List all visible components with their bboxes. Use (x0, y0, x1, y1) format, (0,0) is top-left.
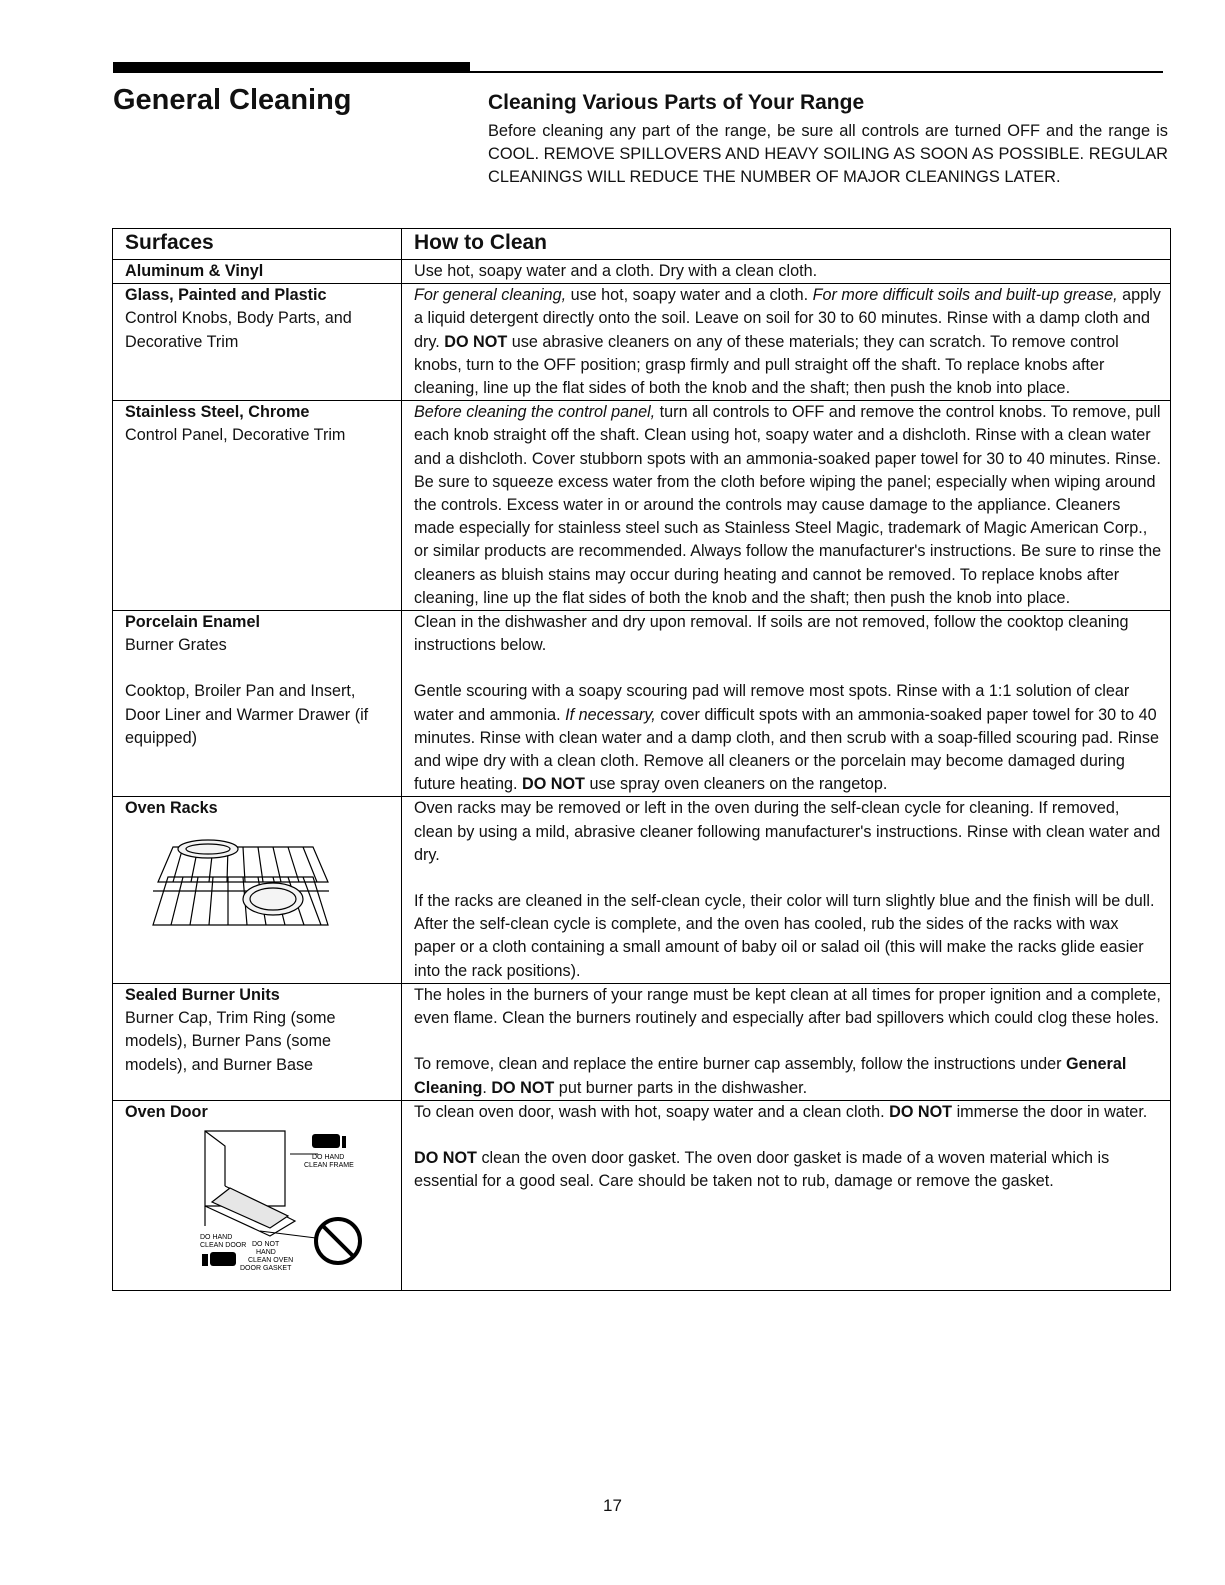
surface-subtitle: Control Panel, Decorative Trim (125, 426, 346, 445)
row-glass (113, 284, 1171, 401)
fig-label: CLEAN OVEN (248, 1256, 294, 1264)
italic-text: For general cleaning, (414, 286, 567, 305)
fig-label: DOOR GASKET (240, 1264, 292, 1272)
intro-text: Before cleaning any part of the range, be sure all controls are turned OFF and the range is COOL. REMOVE SPILLOVERS AND HEAVY SOILING AS SOON AS POSSIBLE. REGULAR CLEANINGS WILL REDUCE THE NUMBER OF MAJOR CLEANINGS LATER. (488, 122, 1168, 186)
text-span: clean the oven door gasket. The oven door gasket is made of a woven material which is essential for a good seal. Care should be taken not to rub, damage or remove the gasket. (414, 1148, 1110, 1191)
surface-title: Sealed Burner Units (125, 985, 280, 1004)
surfaces-header: Surfaces (113, 229, 402, 260)
text-span: immerse the door in water. (952, 1102, 1148, 1121)
bold-text: DO NOT (444, 332, 508, 351)
surface-title: Stainless Steel, Chrome (125, 403, 310, 422)
text-span: To remove, clean and replace the entire burner cap assembly, follow the instructions under (414, 1055, 1067, 1074)
fig-label: CLEAN FRAME (304, 1161, 354, 1169)
clean-text: The holes in the burners of your range must be kept clean at all times for proper ignition and a complete, even flame. Clean the burners routinely and especially after bad spillovers which could clog these holes. (414, 985, 1161, 1028)
surface-title: Glass, Painted and Plastic (125, 286, 327, 305)
surface-subtitle: Burner Grates (125, 636, 227, 655)
bold-text: DO NOT (522, 775, 585, 794)
clean-text (414, 1147, 1162, 1193)
bold-text: DO NOT (889, 1102, 953, 1121)
page-number: 17 (603, 1496, 622, 1515)
italic-text: For more difficult soils and built-up grease, (812, 286, 1118, 305)
bold-text: General Cleaning (414, 1055, 1127, 1097)
clean-text: Clean in the dishwasher and dry upon removal. If soils are not removed, follow the cooktop cleaning instructions below. (414, 613, 1129, 655)
cleaning-table (112, 228, 1171, 1291)
clean-text (402, 284, 1171, 401)
oven-racks-illustration (143, 827, 343, 937)
row-oven-door (113, 1100, 1171, 1290)
clean-text (414, 680, 1162, 796)
text-span: use hot, soapy water and a cloth. (566, 286, 813, 305)
fig-label: DO HAND (200, 1233, 233, 1241)
header-rule-thin (113, 71, 1163, 73)
fig-label: DO NOT (252, 1240, 280, 1248)
surface-subtitle: Control Knobs, Body Parts, and Decorative Trim (125, 309, 352, 351)
how-to-clean-header: How to Clean (402, 229, 1171, 260)
surface-subtitle: Burner Cap, Trim Ring (some models), Burner Pans (some models), and Burner Base (125, 1009, 336, 1074)
surface-title: Porcelain Enamel (125, 613, 260, 632)
fig-label: CLEAN DOOR (200, 1241, 247, 1249)
row-sealed-burners (113, 983, 1171, 1100)
fig-label: DO HAND (312, 1153, 345, 1161)
italic-text: Before cleaning the control panel, (414, 403, 656, 422)
surface-title: Aluminum & Vinyl (125, 262, 264, 280)
clean-text: Use hot, soapy water and a cloth. Dry with a clean cloth. (414, 262, 818, 280)
surface-title: Oven Door (125, 1102, 208, 1121)
row-oven-racks (113, 797, 1171, 983)
text-span: use abrasive cleaners on any of these materials; they can scratch. To remove control knobs, turn to the OFF position; grasp firmly and pull straight off the shaft. To replace knobs after cleaning, line up the flat sides of both the knob and the shaft; then push the knob into place. (414, 332, 1119, 398)
bold-text: DO NOT (491, 1078, 555, 1097)
clean-text: Oven racks may be removed or left in the oven during the self-clean cycle for cleaning. If removed, clean by using a mild, abrasive cleaner following manufacturer's instructions. Rinse with clean water and dry. (414, 799, 1161, 864)
row-aluminum (113, 260, 1171, 284)
clean-text: If the racks are cleaned in the self-clean cycle, their color will turn slightly blue and the finish will be dull. After the self-clean cycle is complete, and the oven has cooled, rub the sides of the racks with wax paper or a cloth containing a small amount of baby oil or salad oil (this will make the racks glide easier into the rack positions). (414, 892, 1155, 980)
text-span: cover difficult spots with an ammonia-soaked paper towel for 30 to 40 minutes. Rinse with clean water and a damp cloth, and then scrub with a soap-filled scouring pad. Rinse and wipe dry with a clean cloth. Remove all cleaners or the porcelain may become damaged during future heating. (414, 705, 1160, 794)
clean-text (414, 1101, 1162, 1124)
clean-text (402, 401, 1171, 611)
clean-text (414, 1053, 1162, 1099)
text-span: To clean oven door, wash with hot, soapy water and a clean cloth. (414, 1102, 890, 1121)
page-title: General Cleaning (113, 84, 352, 116)
table-header-row (113, 229, 1171, 260)
text-span: use spray oven cleaners on the rangetop. (584, 775, 888, 794)
fig-label: HAND (256, 1248, 276, 1256)
surface-title: Oven Racks (125, 799, 218, 818)
surface-subtitle: Cooktop, Broiler Pan and Insert, Door Liner and Warmer Drawer (if equipped) (125, 682, 369, 747)
row-porcelain (113, 611, 1171, 797)
text-span: Gentle scouring with a soapy scouring pad will remove most spots. Rinse with a 1:1 solution of clear water and ammonia. (414, 682, 1130, 724)
row-stainless (113, 401, 1171, 611)
text-span: put burner parts in the dishwasher. (554, 1078, 808, 1097)
section-title: Cleaning Various Parts of Your Range (488, 91, 865, 114)
oven-door-illustration (200, 1126, 380, 1276)
text-span: apply a liquid detergent directly onto the soil. Leave on soil for 30 to 60 minutes. Rinse with a damp cloth and dry. (414, 286, 1161, 351)
text-span: turn all controls to OFF and remove the control knobs. To remove, pull each knob straight off the shaft. Clean using hot, soapy water and a dishcloth. Rinse with a clean water and a dishcloth. Cover stubborn spots with an ammonia-soaked paper towel for 30 to 40 minutes. Rinse. Be sure to squeeze excess water from the cloth before wiping the panel; especially when wiping around the controls. Excess water in or around the controls may cause damage to the appliance. Cleaners made especially for stainless steel such as Stainless Steel Magic, trademark of Magic American Corp., or similar products are recommended. Always follow the manufacturer's instructions. Be sure to rinse the cleaners as bluish stains may occur during heating and cannot be removed. To replace knobs after cleaning, line up the flat sides of both the knob and the shaft; then push the knob into place. (414, 403, 1162, 607)
text-span: . (482, 1078, 492, 1097)
bold-text: DO NOT (414, 1148, 477, 1167)
italic-text: If necessary, (565, 705, 656, 724)
